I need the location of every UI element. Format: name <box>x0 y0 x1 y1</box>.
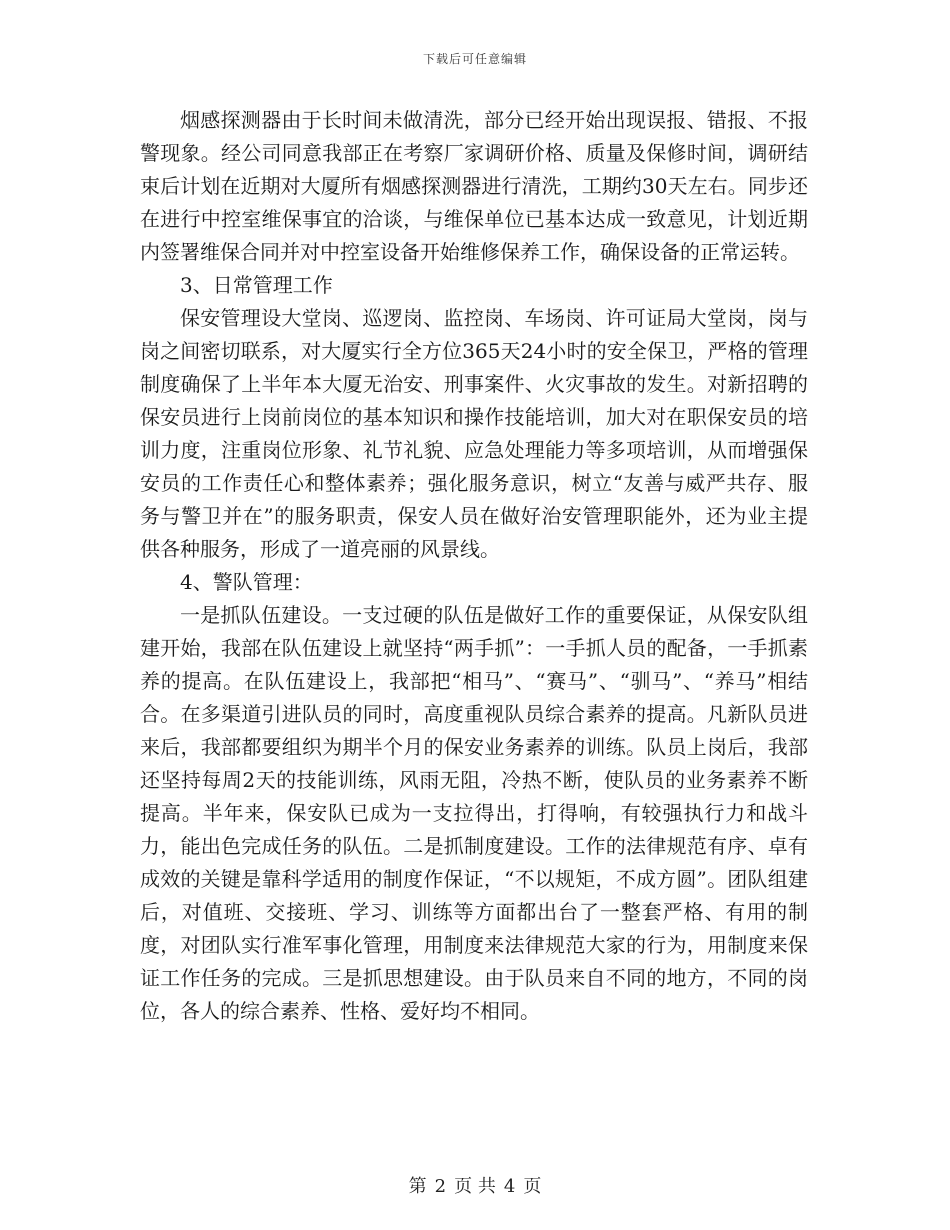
footer-prefix: 第 <box>408 1176 427 1197</box>
document-body <box>140 104 808 1028</box>
paragraph-security-posts: 保安管理设大堂岗、巡逻岗、监控岗、车场岗、许可证局大堂岗，岗与岗之间密切联系，对大厦实行全方位365天24小时的安全保卫，严格的管理制度确保了上半年本大厦无治安、刑事案件、火灾事故的发生。对新招聘的保安员进行上岗前岗位的基本知识和操作技能培训，加大对在职保安员的培训力度，注重岗位形象、礼节礼貌、应急处理能力等多项培训，从而增强保安员的工作责任心和整体素养；强化服务意识，树立“友善与威严共存、服务与警卫并在”的服务职责，保安人员在做好治安管理职能外，还为业主提供各种服务，形成了一道亮丽的风景线。 <box>140 306 808 561</box>
page-header: 下载后可任意编辑 <box>422 52 527 66</box>
footer-page-number: 2 <box>434 1176 447 1197</box>
footer-total-pages: 4 <box>503 1176 516 1197</box>
heading-team-management: 4、警队管理： <box>180 570 313 594</box>
page-footer <box>0 1172 950 1198</box>
footer-suffix: 页 <box>523 1176 542 1197</box>
heading-daily-management: 3、日常管理工作 <box>180 273 333 297</box>
paragraph-team-building: 一是抓队伍建设。一支过硬的队伍是做好工作的重要保证，从保安队组建开始，我部在队伍建设上就坚持“两手抓”：一手抓人员的配备，一手抓素养的提高。在队伍建设上，我部把“相马”、“赛马”、“驯马”、“养马”相结合。在多渠道引进队员的同时，高度重视队员综合素养的提高。凡新队员进来后，我部都要组织为期半个月的保安业务素养的训练。队员上岗后，我部还坚持每周2天的技能训练，风雨无阻，冷热不断，使队员的业务素养不断提高。半年来，保安队已成为一支拉得出，打得响，有较强执行力和战斗力，能出色完成任务的队伍。二是抓制度建设。工作的法律规范有序、卓有成效的关键是靠科学适用的制度作保证，“不以规矩，不成方圆”。团队组建后，对值班、交接班、学习、训练等方面都出台了一整套严格、有用的制度，对团队实行准军事化管理，用制度来法律规范大家的行为，用制度来保证工作任务的完成。三是抓思想建设。由于队员来自不同的地方，不同的岗位，各人的综合素养、性格、爱好均不相同。 <box>140 603 808 1023</box>
paragraph-smoke-detector: 烟感探测器由于长时间未做清洗，部分已经开始出现误报、错报、不报警现象。经公司同意我部正在考察厂家调研价格、质量及保修时间，调研结束后计划在近期对大厦所有烟感探测器进行清洗，工期约30天左右。同步还在进行中控室维保事宜的洽谈，与维保单位已基本达成一致意见，计划近期内签署维保合同并对中控室设备开始维修保养工作，确保设备的正常运转。 <box>140 108 808 264</box>
footer-middle: 页 共 <box>454 1176 496 1197</box>
